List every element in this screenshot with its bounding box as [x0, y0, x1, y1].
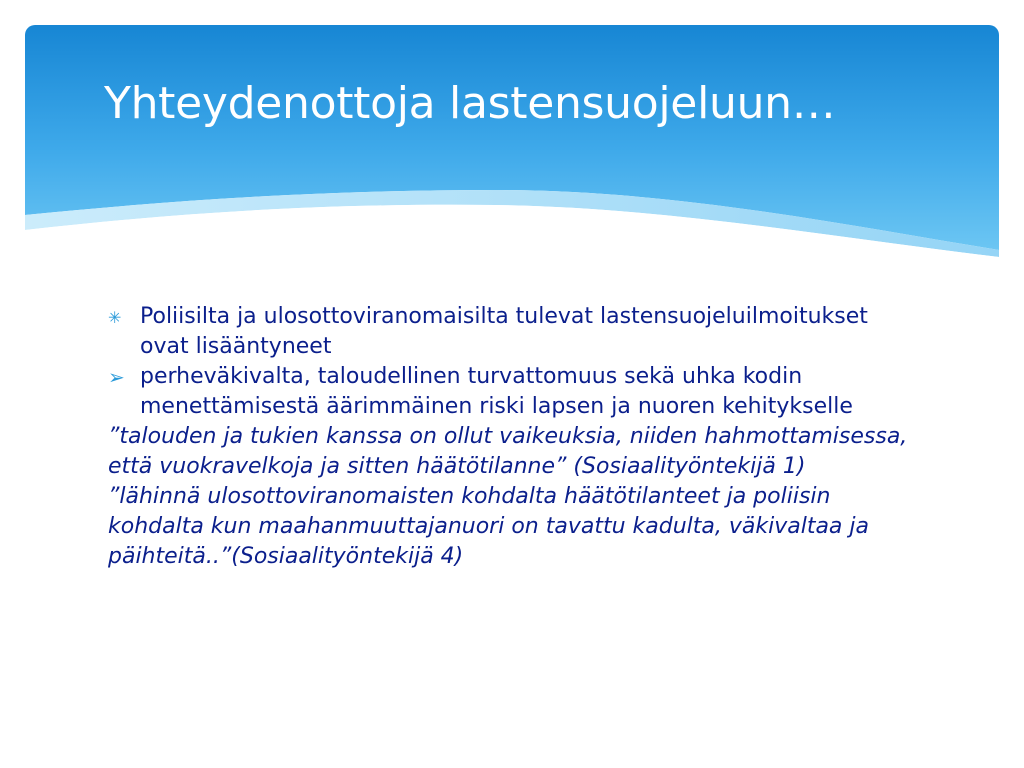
asterisk-bullet-icon: ✳: [108, 308, 122, 327]
header-band: [25, 25, 999, 285]
quote-text: ”talouden ja tukien kanssa on ollut vaikeuksia, niiden hahmottamisessa, että vuokravelkoja ja sitten häätötilanne” (Sosiaalityöntekijä 1): [108, 424, 908, 479]
slide-title: Yhteydenottoja lastensuojeluun…: [104, 78, 836, 129]
bullet-text: Poliisilta ja ulosottoviranomaisilta tulevat lastensuojeluilmoitukset ovat lisääntyneet: [140, 304, 868, 359]
bullet-item: [108, 302, 908, 362]
arrow-bullet-icon: ➢: [108, 365, 125, 389]
bullet-text: perheväkivalta, taloudellinen turvattomuus sekä uhka kodin menettämisestä äärimmäinen riski lapsen ja nuoren kehitykselle: [140, 364, 853, 419]
header-wave-graphic: [25, 25, 999, 285]
bullet-item: [108, 362, 908, 422]
quote-text: ”lähinnä ulosottoviranomaisten kohdalta häätötilanteet ja poliisin kohdalta kun maahanmuuttajanuori on tavattu kadulta, väkivaltaa ja päihteitä..”(Sosiaalityöntekijä 4): [108, 484, 869, 569]
slide-body: [108, 302, 908, 572]
